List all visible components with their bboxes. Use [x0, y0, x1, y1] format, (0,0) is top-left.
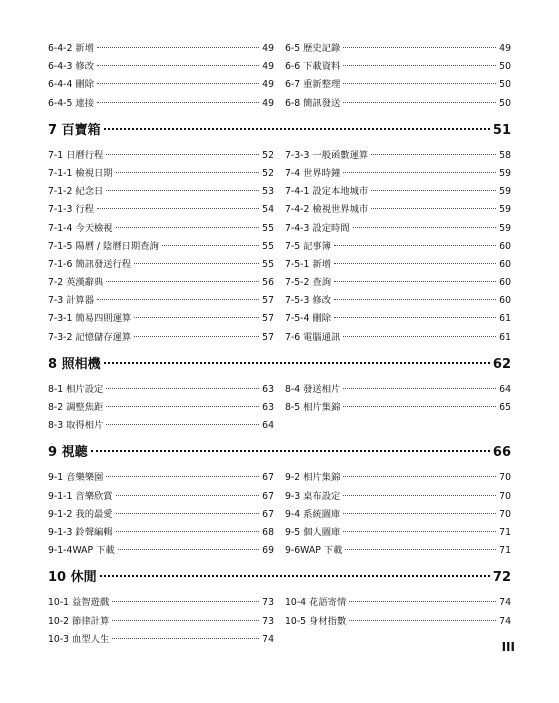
entry-page: 52	[262, 149, 274, 161]
entry-page: 55	[262, 258, 274, 270]
toc-entry[interactable]	[48, 165, 274, 183]
chapter-entries	[48, 469, 511, 560]
dot-leader	[343, 102, 496, 103]
dot-leader	[104, 362, 490, 364]
chapter-title: 7 百寶箱	[48, 122, 101, 138]
toc-entry[interactable]	[48, 488, 274, 506]
chapter-heading[interactable]	[48, 349, 511, 381]
entry-title: 7-5 記事簿	[285, 240, 332, 252]
chapter-page: 72	[492, 570, 511, 586]
dot-leader	[343, 513, 496, 514]
entry-page: 54	[262, 204, 274, 216]
dot-leader	[91, 450, 490, 452]
entry-title: 10-4 花語寄情	[285, 597, 347, 609]
toc-entry[interactable]	[285, 613, 511, 631]
entry-title: 8-5 相片集錦	[285, 402, 341, 413]
toc-entry[interactable]	[285, 542, 511, 560]
entry-title: 9-1 音樂樂園	[48, 472, 104, 484]
entry-page: 60	[499, 295, 511, 307]
toc-continued-section	[48, 40, 511, 113]
chapter-entries	[48, 147, 511, 347]
chapter-entries	[48, 381, 511, 436]
toc-entry[interactable]	[285, 594, 511, 612]
toc-entry[interactable]	[48, 381, 274, 399]
entry-title: 9-4 系統圖庫	[285, 508, 341, 520]
entry-title: 7-4-1 設定本地城市	[285, 186, 369, 198]
toc-entry[interactable]	[285, 329, 511, 347]
entry-page: 59	[499, 222, 511, 234]
dot-leader	[104, 128, 490, 130]
entry-title: 8-4 發送相片	[285, 383, 341, 395]
toc-entry[interactable]	[48, 201, 274, 219]
entry-page: 56	[262, 277, 274, 289]
entry-page: 67	[262, 508, 274, 520]
entry-title: 8-2 調整焦距	[48, 402, 104, 413]
toc-column-left	[48, 147, 274, 347]
entry-page: 61	[499, 313, 511, 325]
dot-leader	[343, 336, 496, 337]
toc-entry[interactable]	[48, 95, 274, 113]
toc-entry[interactable]	[48, 310, 274, 328]
toc-entry[interactable]	[48, 292, 274, 310]
page-folio: III	[501, 640, 515, 654]
entry-page: 65	[499, 402, 511, 413]
dot-leader	[371, 190, 496, 191]
dot-leader	[116, 495, 260, 496]
dot-leader	[371, 208, 496, 209]
toc-entry[interactable]	[48, 274, 274, 292]
entry-page: 50	[499, 61, 511, 73]
toc-column-left	[48, 40, 274, 113]
entry-title: 9-1-3 鈴聲編輯	[48, 526, 113, 538]
dot-leader	[343, 172, 496, 173]
entry-title: 7-1-2 紀念日	[48, 186, 104, 198]
dot-leader	[343, 495, 496, 496]
dot-leader	[100, 575, 490, 577]
entry-title: 7-3-2 記憶儲存運算	[48, 331, 132, 343]
toc-entry[interactable]	[48, 238, 274, 256]
entry-page: 52	[262, 167, 274, 179]
entry-title: 7-4 世界時鐘	[285, 167, 341, 179]
entry-title: 6-8 簡訊發送	[285, 97, 341, 109]
toc-entry[interactable]	[285, 183, 511, 201]
chapter-title: 8 照相機	[48, 356, 101, 372]
toc-entry[interactable]	[285, 524, 511, 542]
toc-column-right	[285, 469, 511, 560]
toc-entry[interactable]	[48, 183, 274, 201]
entry-title: 7-1-4 今天檢視	[48, 222, 113, 234]
entry-page: 49	[262, 79, 274, 91]
entry-page: 59	[499, 186, 511, 198]
entry-page: 60	[499, 240, 511, 252]
entry-title: 9-1-2 我的最愛	[48, 508, 113, 520]
entry-page: 71	[499, 526, 511, 538]
entry-page: 64	[499, 383, 511, 395]
dot-leader	[97, 299, 259, 300]
dot-leader	[106, 281, 259, 282]
entry-title: 6-5 歷史記錄	[285, 43, 341, 54]
toc-entry[interactable]	[48, 58, 274, 76]
entry-title: 9-1-1 音樂欣賞	[48, 490, 113, 502]
dot-leader	[134, 317, 259, 318]
dot-leader	[112, 601, 259, 602]
toc-entry[interactable]	[285, 256, 511, 274]
entry-title: 6-6 下載資料	[285, 61, 341, 73]
chapter-heading[interactable]	[48, 437, 511, 469]
dot-leader	[116, 531, 260, 532]
toc-column-right	[285, 147, 511, 347]
entry-page: 55	[262, 222, 274, 234]
chapter-page: 51	[492, 122, 511, 138]
dot-leader	[345, 549, 496, 550]
entry-title: 10-2 節律計算	[48, 615, 110, 627]
entry-page: 50	[499, 97, 511, 109]
entry-page: 74	[499, 597, 511, 609]
chapter-title: 9 視聽	[48, 445, 88, 461]
entry-page: 61	[499, 331, 511, 343]
dot-leader	[343, 83, 496, 84]
toc-entry[interactable]	[285, 201, 511, 219]
chapter-entries	[48, 594, 511, 649]
dot-leader	[116, 227, 260, 228]
dot-leader	[106, 406, 259, 407]
dot-leader	[112, 638, 259, 639]
toc-entry[interactable]	[48, 631, 274, 649]
entry-title: 8-3 取得相片	[48, 420, 104, 432]
entry-page: 58	[499, 149, 511, 161]
entry-title: 10-1 益智遊戲	[48, 597, 110, 609]
toc-column-right	[285, 381, 511, 436]
entry-page: 53	[262, 186, 274, 198]
toc-entry[interactable]	[285, 147, 511, 165]
entry-page: 74	[262, 633, 274, 645]
toc-entry[interactable]	[48, 524, 274, 542]
entry-page: 60	[499, 277, 511, 289]
entry-title: 9-1-4WAP 下載	[48, 545, 115, 557]
toc-entry[interactable]	[285, 274, 511, 292]
entry-page: 71	[499, 545, 511, 557]
dot-leader	[134, 263, 259, 264]
entry-page: 59	[499, 204, 511, 216]
dot-leader	[116, 172, 260, 173]
dot-leader	[134, 336, 259, 337]
entry-page: 67	[262, 490, 274, 502]
entry-title: 7-6 電腦通訊	[285, 331, 341, 343]
dot-leader	[353, 227, 497, 228]
entry-title: 6-4-2 新增	[48, 43, 95, 54]
toc-entry[interactable]	[48, 506, 274, 524]
entry-title: 7-1-3 行程	[48, 204, 95, 216]
entry-page: 74	[499, 615, 511, 627]
dot-leader	[118, 549, 260, 550]
entry-page: 57	[262, 313, 274, 325]
entry-page: 73	[262, 615, 274, 627]
dot-leader	[343, 388, 496, 389]
entry-title: 9-5 個人圖庫	[285, 526, 341, 538]
dot-leader	[371, 154, 496, 155]
dot-leader	[97, 83, 259, 84]
toc-entry[interactable]	[285, 58, 511, 76]
entry-page: 55	[262, 240, 274, 252]
toc-entry[interactable]	[48, 76, 274, 94]
dot-leader	[334, 263, 496, 264]
dot-leader	[334, 245, 496, 246]
dot-leader	[334, 317, 496, 318]
dot-leader	[343, 47, 496, 48]
dot-leader	[106, 154, 259, 155]
toc-entry[interactable]	[285, 76, 511, 94]
toc-entry[interactable]	[48, 417, 274, 435]
chapter-heading[interactable]	[48, 115, 511, 147]
entry-title: 7-1-1 檢視日期	[48, 167, 113, 179]
entry-title: 7-3 計算器	[48, 295, 95, 307]
chapter-heading[interactable]	[48, 562, 511, 594]
dot-leader	[116, 513, 260, 514]
toc-column-left	[48, 469, 274, 560]
dot-leader	[343, 406, 496, 407]
dot-leader	[162, 245, 259, 246]
toc-entry[interactable]	[285, 165, 511, 183]
toc-column-right	[285, 40, 511, 113]
entry-page: 49	[262, 61, 274, 73]
dot-leader	[334, 299, 496, 300]
entry-page: 73	[262, 597, 274, 609]
entry-title: 7-1 日曆行程	[48, 149, 104, 161]
entry-page: 57	[262, 295, 274, 307]
entry-title: 9-3 桌布設定	[285, 490, 341, 502]
table-of-contents	[48, 40, 511, 649]
entry-title: 6-4-5 連接	[48, 97, 95, 109]
entry-title: 7-1-6 簡訊發送行程	[48, 258, 132, 270]
entry-title: 7-4-2 檢視世界城市	[285, 204, 369, 216]
toc-entry[interactable]	[285, 95, 511, 113]
entry-title: 7-4-3 設定時間	[285, 222, 350, 234]
toc-entry[interactable]	[48, 256, 274, 274]
dot-leader	[343, 476, 496, 477]
entry-title: 7-2 英漢辭典	[48, 277, 104, 289]
dot-leader	[343, 65, 496, 66]
entry-page: 69	[262, 545, 274, 557]
dot-leader	[334, 281, 496, 282]
entry-title: 7-5-1 新增	[285, 258, 332, 270]
entry-page: 70	[499, 490, 511, 502]
entry-page: 67	[262, 472, 274, 484]
entry-title: 8-1 相片設定	[48, 383, 104, 395]
chapter-title: 10 休閒	[48, 570, 97, 586]
entry-title: 10-3 血型人生	[48, 633, 110, 645]
entry-title: 7-1-5 陽曆 / 陰曆日期查詢	[48, 240, 159, 252]
entry-page: 70	[499, 508, 511, 520]
entry-page: 64	[262, 420, 274, 432]
dot-leader	[97, 47, 259, 48]
toc-entry[interactable]	[285, 381, 511, 399]
entry-page: 49	[499, 43, 511, 54]
toc-entry[interactable]	[285, 310, 511, 328]
toc-entry[interactable]	[285, 238, 511, 256]
entry-page: 63	[262, 402, 274, 413]
entry-page: 68	[262, 526, 274, 538]
toc-entry[interactable]	[48, 594, 274, 612]
entry-page: 70	[499, 472, 511, 484]
toc-entry[interactable]	[48, 613, 274, 631]
toc-entry[interactable]	[48, 220, 274, 238]
entry-page: 49	[262, 43, 274, 54]
entry-page: 49	[262, 97, 274, 109]
dot-leader	[106, 476, 259, 477]
entry-title: 6-7 重新整理	[285, 79, 341, 91]
entry-title: 7-3-3 一般函數運算	[285, 149, 369, 161]
toc-entry[interactable]	[285, 506, 511, 524]
toc-entry[interactable]	[48, 40, 274, 58]
dot-leader	[349, 620, 496, 621]
toc-entry[interactable]	[48, 147, 274, 165]
entry-page: 63	[262, 383, 274, 395]
entry-title: 9-6WAP 下載	[285, 545, 343, 557]
toc-entry[interactable]	[48, 542, 274, 560]
chapter-page: 66	[492, 445, 511, 461]
toc-entry[interactable]	[285, 220, 511, 238]
entry-page: 59	[499, 167, 511, 179]
dot-leader	[106, 190, 259, 191]
toc-entry[interactable]	[285, 292, 511, 310]
dot-leader	[106, 424, 259, 425]
dot-leader	[97, 102, 259, 103]
toc-entry[interactable]	[48, 399, 274, 417]
entry-title: 7-5-4 刪除	[285, 313, 332, 325]
toc-column-left	[48, 594, 274, 649]
chapter-page: 62	[492, 356, 511, 372]
entry-page: 57	[262, 331, 274, 343]
toc-column-left	[48, 381, 274, 436]
entry-title: 6-4-4 刪除	[48, 79, 95, 91]
entry-page: 50	[499, 79, 511, 91]
toc-entry[interactable]	[48, 329, 274, 347]
entry-title: 9-2 相片集錦	[285, 472, 341, 484]
dot-leader	[112, 620, 259, 621]
dot-leader	[106, 388, 259, 389]
entry-title: 7-5-3 修改	[285, 295, 332, 307]
toc-column-right	[285, 594, 511, 649]
entry-page: 60	[499, 258, 511, 270]
toc-entry[interactable]	[285, 488, 511, 506]
dot-leader	[343, 531, 496, 532]
dot-leader	[97, 65, 259, 66]
entry-title: 6-4-3 修改	[48, 61, 95, 73]
toc-entry[interactable]	[285, 469, 511, 487]
dot-leader	[97, 208, 259, 209]
entry-title: 10-5 身材指數	[285, 615, 347, 627]
toc-entry[interactable]	[285, 399, 511, 417]
toc-entry[interactable]	[48, 469, 274, 487]
dot-leader	[349, 601, 496, 602]
entry-title: 7-3-1 簡易四則運算	[48, 313, 132, 325]
entry-title: 7-5-2 查詢	[285, 277, 332, 289]
toc-entry[interactable]	[285, 40, 511, 58]
